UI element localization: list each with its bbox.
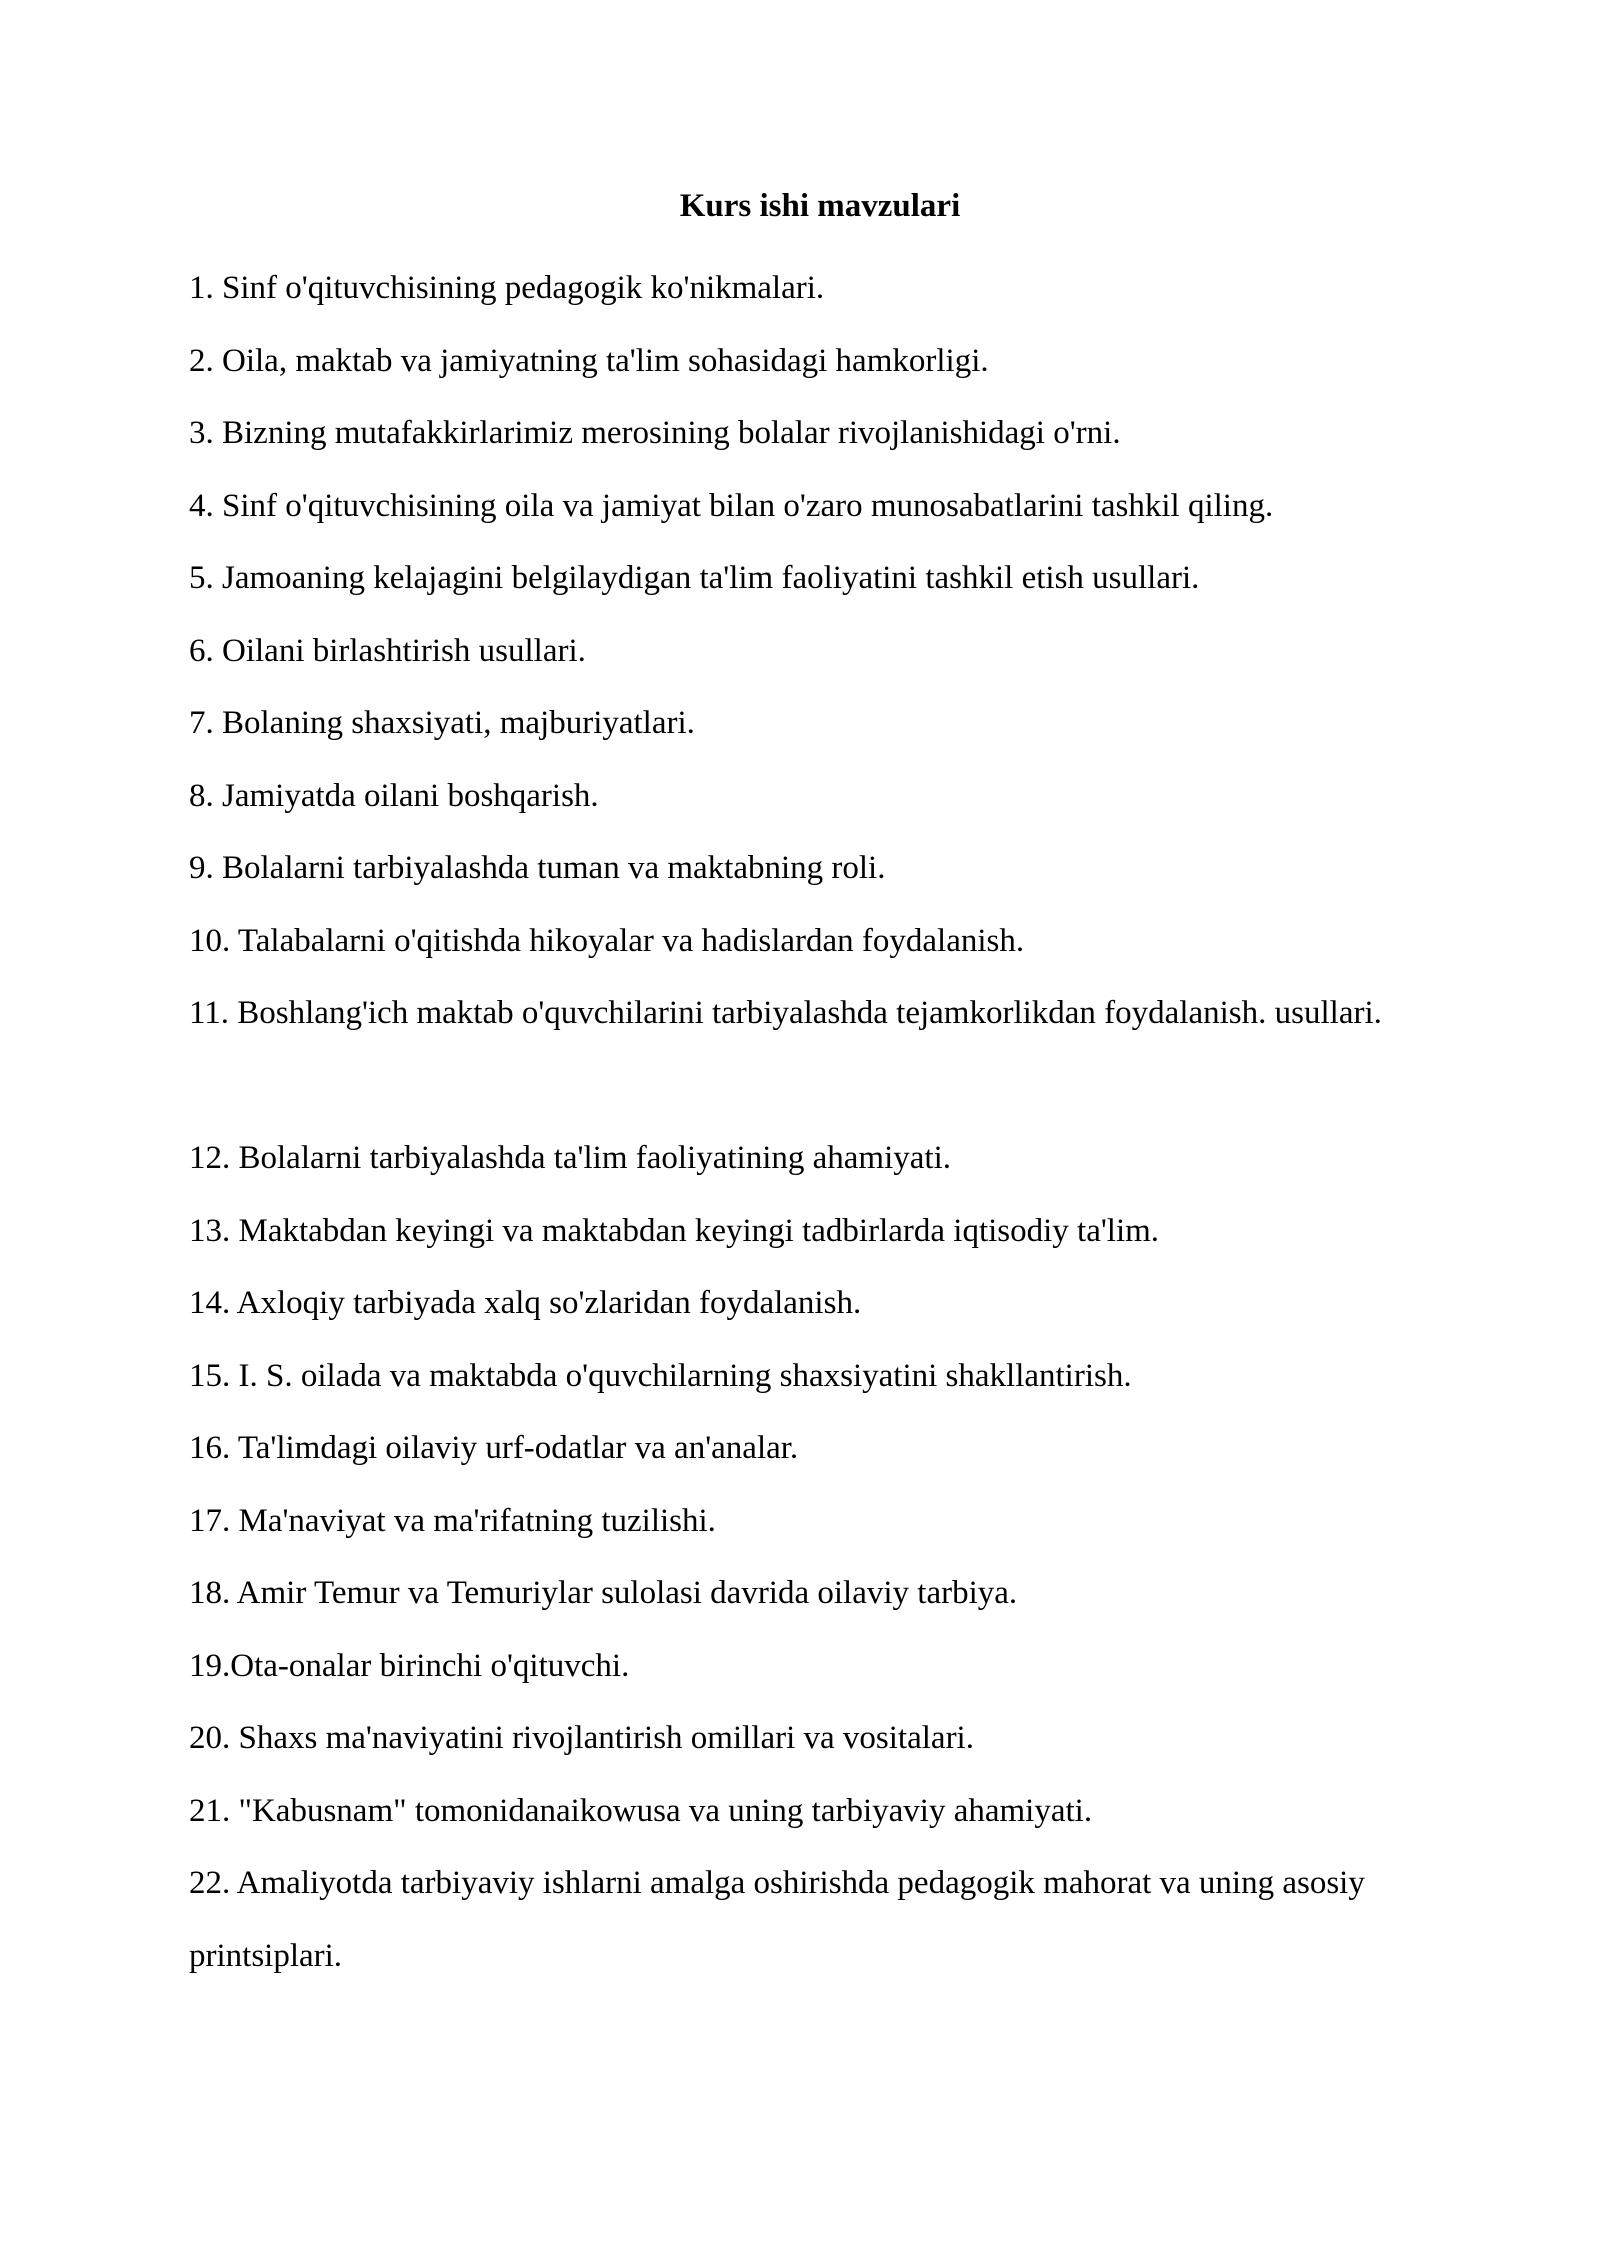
- list-item: 13. Maktabdan keyingi va maktabdan keyingi tadbirlarda iqtisodiy ta'lim.: [189, 1212, 1160, 1249]
- list-item: 6. Oilani birlashtirish usullari.: [189, 632, 586, 669]
- list-item: 19.Ota-onalar birinchi o'qituvchi.: [189, 1647, 630, 1684]
- list-item: 15. I. S. oilada va maktabda o'quvchilarning shaxsiyatini shakllantirish.: [189, 1357, 1132, 1394]
- list-item: 18. Amir Temur va Temuriylar sulolasi davrida oilaviy tarbiya.: [189, 1575, 1018, 1611]
- list-item: 3. Bizning mutafakkirlarimiz merosining bolalar rivojlanishidagi o'rni.: [189, 415, 1121, 451]
- list-item: 4. Sinf o'qituvchisining oila va jamiyat bilan o'zaro munosabatlarini tashkil qiling.: [189, 487, 1274, 524]
- list-item: 16. Ta'limdagi oilaviy urf-odatlar va an'analar.: [189, 1430, 799, 1466]
- list-item: 22. Amaliyotda tarbiyaviy ishlarni amalga oshirishda pedagogik mahorat va uning asosiy printsiplari.: [189, 1865, 1365, 1974]
- list-item: 8. Jamiyatda oilani boshqarish.: [189, 777, 599, 814]
- list-item: 1. Sinf o'qituvchisining pedagogik ko'nikmalari.: [189, 270, 825, 306]
- list-item: 20. Shaxs ma'naviyatini rivojlantirish omillari va vositalari.: [189, 1720, 974, 1756]
- list-item: 21. "Kabusnam" tomonidanaikowusa va uning tarbiyaviy ahamiyati.: [189, 1792, 1093, 1829]
- list-item: 2. Oila, maktab va jamiyatning ta'lim sohasidagi hamkorligi.: [189, 342, 989, 379]
- list-item: 5. Jamoaning kelajagini belgilaydigan ta'lim faoliyatini tashkil etish usullari.: [189, 560, 1200, 596]
- topic-list: [189, 252, 1449, 1992]
- list-item: 11. Boshlang'ich maktab o'quvchilarini tarbiyalashda tejamkorlikdan foydalanish. usullari.: [189, 995, 1382, 1031]
- list-item: 10. Talabalarni o'qitishda hikoyalar va hadislardan foydalanish.: [189, 922, 1025, 959]
- list-item: 14. Axloqiy tarbiyada xalq so'zlaridan foydalanish.: [189, 1285, 862, 1321]
- list-item: 9. Bolalarni tarbiyalashda tuman va maktabning roli.: [189, 850, 886, 886]
- list-item: 17. Ma'naviyat va ma'rifatning tuzilishi.: [189, 1502, 716, 1539]
- page-title: Kurs ishi mavzulari: [679, 188, 961, 224]
- list-item: 7. Bolaning shaxsiyati, majburiyatlari.: [189, 705, 695, 741]
- list-item: 12. Bolalarni tarbiyalashda ta'lim faoliyatining ahamiyati.: [189, 1140, 951, 1176]
